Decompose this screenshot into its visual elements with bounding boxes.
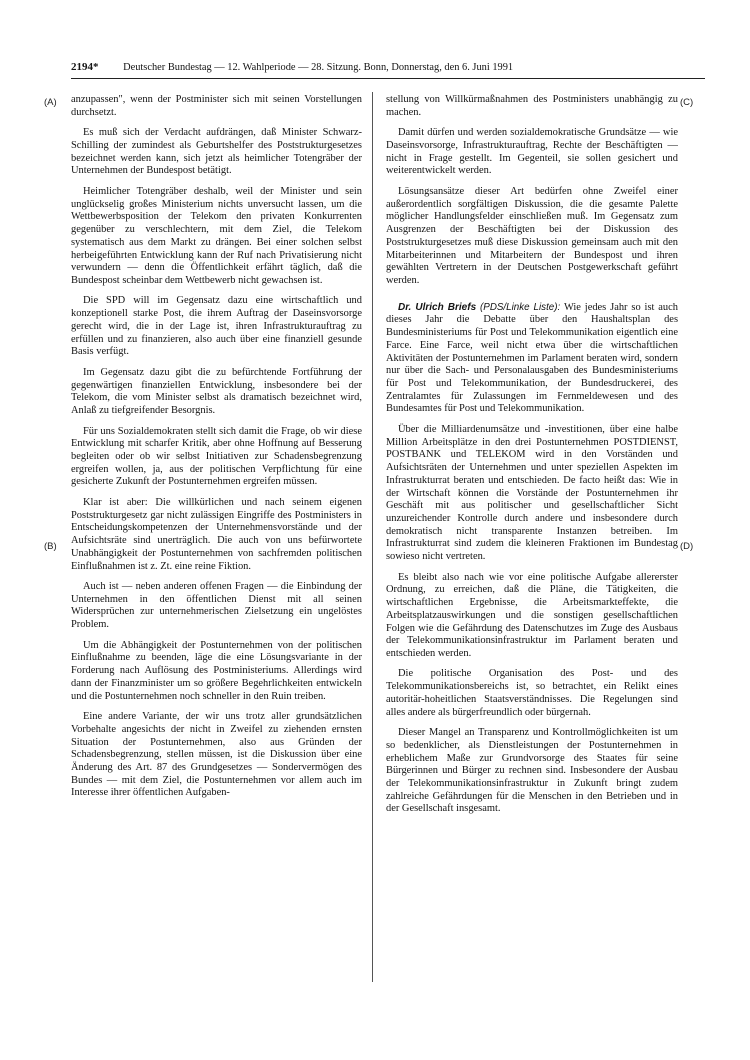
speaker-party: (PDS/Linke Liste): (480, 301, 561, 313)
header-rule (71, 78, 705, 79)
paragraph: Um die Abhängigkeit der Postunternehmen von der politischen Einflußnahme zu beenden, läge die eine Lösungsvariante in der Forderung nach Auflösung des Postministeriums. Allerdings wird dann der Finanzminister um so größere Begehrlichkeiten entwickeln und die Postunternehmen noch schneller in den Ruin treiben. (71, 639, 362, 702)
margin-marker-b: (B) (44, 541, 57, 552)
margin-marker-c: (C) (680, 97, 694, 108)
running-header (71, 61, 701, 73)
paragraph: Es bleibt also nach wie vor eine politische Aufgabe allererster Ordnung, zu erreichen, daß die Pläne, die Tätigkeiten, die wirtschaftlichen Ergebnisse, die Arbeitsmarkteffekte, die Arbeitsplatzauswirkungen und die sonstigen gesellschaftlichen Folgen wie die Gefährdung des Datenschutzes im Zuge des Ausbaus der Telekommunikationsinfrastruktur im Parlament beraten und entschieden werden. (386, 571, 678, 659)
paragraph: Eine andere Variante, der wir uns trotz aller grundsätzlichen Vorbehalte angesichts der nicht in Zweifel zu ziehenden ernsten Situation der Postunternehmen, also aus Gründen der Schadensbegrenzung, stellen müssen, ist die Diskussion über eine Änderung des Art. 87 des Grundgesetzes — Sondervermögen des Bundes — mit dem Ziel, die Postunternehmen vor allem auch im Interesse ihrer öffentlichen Aufgaben- (71, 711, 362, 799)
paragraph: Es muß sich der Verdacht aufdrängen, daß Minister Schwarz-Schilling der zumindest als Geburtshelfer des Poststrukturgesetzes bezeichnet werden kann, sich jetzt als heimlicher Totengräber der Unternehmen der Bundespost betätigt. (71, 127, 362, 177)
margin-marker-d: (D) (680, 541, 694, 552)
margin-marker-a: (A) (44, 97, 57, 108)
column-divider (372, 92, 373, 982)
paragraph: Für uns Sozialdemokraten stellt sich damit die Frage, ob wir diese Entwicklung mit scharfer Kritik, aber ohne Hoffnung auf Besserung begleiten oder ob wir selbst Initiativen zur Schadensbegrenzung ergreifen wollen, ja, aus der politischen Verpflichtung für eine gesicherte Zukunft der Postunternehmen ergreifen müssen. (71, 425, 362, 488)
paragraph: Damit dürfen und werden sozialdemokratische Grundsätze — wie Daseinsvorsorge, Infrastrukturauftrag, Rechte der Beschäftigten — nicht in Frage gestellt. Im Gegenteil, sie sollen gesichert und weiterentwickelt werden. (386, 127, 678, 177)
right-column (386, 94, 678, 824)
speech-text: Wie jedes Jahr so ist auch dieses Jahr die Debatte über den Haushaltsplan des Bundesministeriums für Post und Telekommunikation eigentlich eine Farce. Eine Farce, weil nicht etwa über die wirtschaftlichen Aktivitäten der Postunternehmen im Parlament beraten wird, sondern nur über die Sach- und Personalausgaben des Bundesministeriums für Post und Telekommunikation, der Bundesdruckerei, des Zentralamtes für Zulassungen im Fernmeldewesen und des Bundesamtes für Post und Telekommunikation. (386, 301, 679, 415)
paragraph: Die politische Organisation des Post- und des Telekommunikationsbereichs ist, so betrachtet, ein Relikt eines autoritär-hoheitlichen Staatsverständnisses. Die Regelungen sind alles andere als bürgerfreundlich oder bürgernah. (386, 668, 678, 718)
paragraph: Über die Milliardenumsätze und -investitionen, über eine halbe Million Arbeitsplätze in den drei Postunternehmen POSTDIENST, POSTBANK und TELEKOM wird in den Vorständen und Aufsichtsräten der Unternehmen und unter speziellen Aspekten im Infrastrukturrat beraten und entschieden. De facto heißt das: Wie in der Wirtschaft können die Vorstände der Postunternehmen ihr Geschäft mit aus politischer und gesellschaftlicher Sicht unzureichender Kontrolle durch andere und insbesondere durch demokratisch nicht transparente Instanzen betreiben. Im Infrastrukturrat sind zudem die kleineren Fraktionen im Bundestag sowieso nicht vertreten. (386, 423, 678, 563)
paragraph: Im Gegensatz dazu gibt die zu befürchtende Fortführung der gegenwärtigen finanziellen Entwicklung, insbesondere bei der Telekom, die vom Minister selbst als dramatisch bezeichnet wird, Anlaß zu tiefgreifender Besorgnis. (71, 366, 362, 416)
running-title: Deutscher Bundestag — 12. Wahlperiode — 28. Sitzung. Bonn, Donnerstag, den 6. Juni 1991 (123, 62, 514, 73)
paragraph: Die SPD will im Gegensatz dazu eine wirtschaftlich und konzeptionell starke Post, die ihrem Auftrag der Daseinsvorsorge gerecht wird, die in der Lage ist, ihren Infrastrukturauftrag zu erfüllen und zu finanzieren, also auch über eine finanziell gesunde Basis verfügt. (71, 295, 362, 358)
left-column (71, 94, 362, 808)
paragraph: stellung von Willkürmaßnahmen des Postministers unabhängig zu machen. (386, 94, 678, 118)
speech-opening (386, 302, 678, 416)
page-number: 2194* (71, 61, 99, 73)
paragraph: Lösungsansätze dieser Art bedürfen ohne Zweifel einer außerordentlich sorgfältigen Diskussion, die die gesamte Palette möglicher Handlungsfelder einschließen muß. Im Gegensatz zum Ausgrenzen der Beschäftigten bei der Diskussion des Poststrukturgesetzes muß diese Diskussion gemeinsam auch mit den Mitarbeiterinnen und Mitarbeitern der Bundespost und ihren gewählten Vertretern in der Deutschen Postgewerkschaft geführt werden. (386, 185, 678, 286)
paragraph: Dieser Mangel an Transparenz und Kontrollmöglichkeiten ist um so bedenklicher, als Dienstleistungen der Postunternehmen in erheblichem Maße zur Grundvorsorge des Staates für seine Bürgerinnen und Bürger zu rechnen sind. Insbesondere der Ausbau der Telekommunikationsinfrastruktur in Zukunft bringt zudem zahlreiche Gefährdungen für die Menschen in den Betrieben und in der Gesellschaft insgesamt. (386, 727, 678, 815)
paragraph: Heimlicher Totengräber deshalb, weil der Minister und sein unglückselig großes Ministerium nichts unversucht lassen, um die Wettbewerbsposition der Telekom den privaten Konkurrenten gegenüber zu verschlechtern, mit dem Ziel, die Telekom systematisch aus dem Markt zu drängen. Bei einer solchen selbst herbeigeführten Entwicklung kann der Ruf nach Privatisierung nicht verwundern — denn die Öffentlichkeit erfährt täglich, daß die Bundespost scheinbar dem Wettbewerb nicht gewachsen ist. (71, 185, 362, 286)
paragraph: anzupassen", wenn der Postminister sich mit seinen Vorstellungen durchsetzt. (71, 94, 362, 118)
paragraph: Auch ist — neben anderen offenen Fragen — die Einbindung der Unternehmen in den öffentlichen Dienst mit all seinen Widersprüchen zur unternehmerischen Zielsetzung ein ungelöstes Problem. (71, 581, 362, 631)
paragraph: Klar ist aber: Die willkürlichen und nach seinem eigenen Poststrukturgesetz gar nicht zulässigen Eingriffe des Postministers in Entscheidungskompetenzen der Unternehmensvorstände und der Aufsichtsräte sind unerträglich. Die auch von uns befürwortete Unabhängigkeit der Postunternehmen von sachfremden politischen Einflußnahmen ist z. Zt. eine reine Fiktion. (71, 496, 362, 572)
speaker-name: Dr. Ulrich Briefs (398, 301, 477, 313)
